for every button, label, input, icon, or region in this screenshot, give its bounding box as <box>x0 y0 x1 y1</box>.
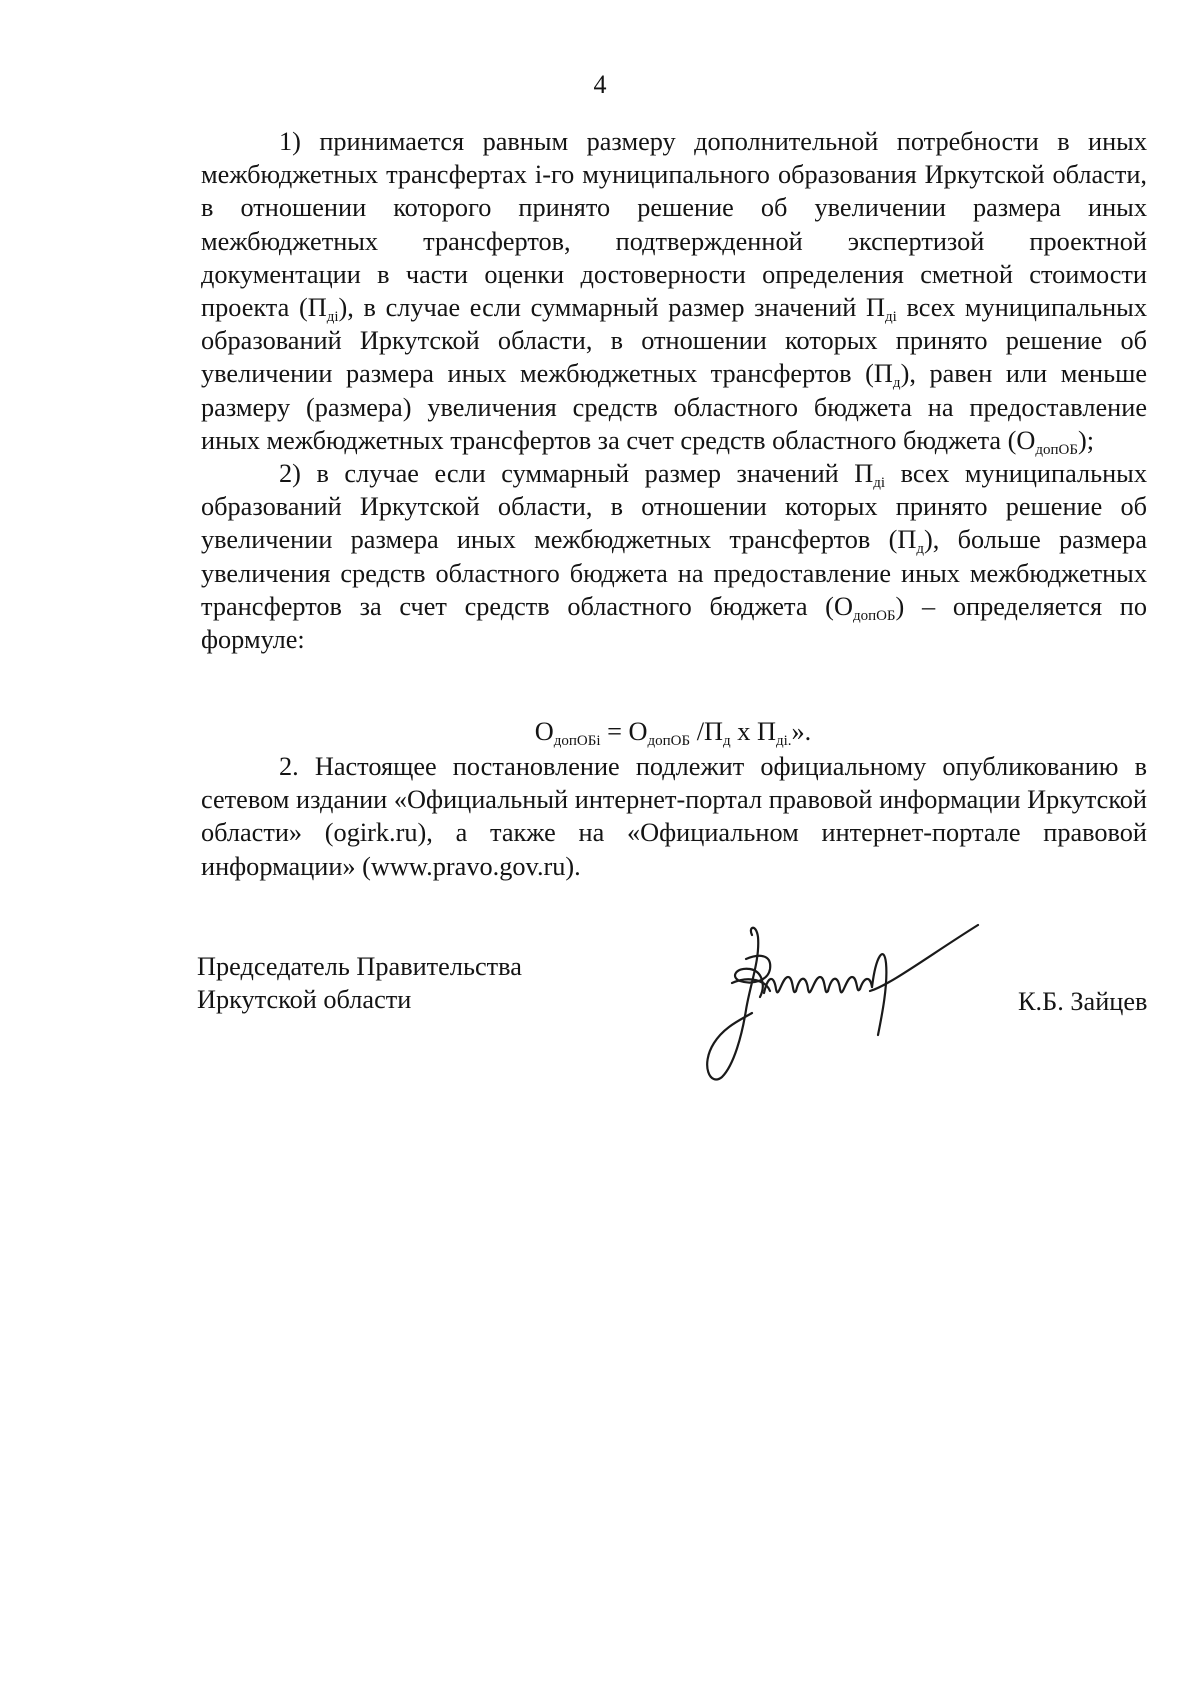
text-run: О <box>534 717 554 746</box>
text-run: всех муниципальных образований Иркутской области, в отношении которых принято решение об увеличении размера иных межбюджетных трансфертов (П <box>201 459 1147 555</box>
paragraph-publication: 2. Настоящее постановление подлежит официальному опубликованию в сетевом издании «Официальный интернет-портал правовой информации Иркутской области» (ogirk.ru), а также на «Официальном интернет-портале правовой информации» (www.pravo.gov.ru). <box>201 752 1147 881</box>
subscript: д <box>723 733 731 749</box>
subscript: дi <box>326 309 339 326</box>
text-run: 2) в случае если суммарный размер значений П <box>279 459 874 489</box>
page-number: 4 <box>593 70 607 99</box>
subscript: дi. <box>775 733 792 749</box>
document-body <box>201 125 1147 656</box>
handwritten-signature <box>700 915 1000 1090</box>
subscript: дi <box>885 309 897 326</box>
formula <box>0 715 1200 748</box>
paragraph-item-1 <box>201 125 1147 457</box>
text-run: = О <box>600 717 648 746</box>
subscript: дi <box>873 475 886 492</box>
subscript: д <box>916 541 924 558</box>
text-run: ) – определяется по формуле: <box>201 591 1147 655</box>
signer-name: К.Б. Зайцев <box>1018 987 1148 1016</box>
text-run: всех муниципальных образований Иркутской области, в отношении которых принято решение об увеличении размера иных межбюджетных трансфертов (П <box>201 293 1147 389</box>
text-run: ), в случае если суммарный размер значений П <box>338 293 886 323</box>
signatory-title-line-1: Председатель Правительства <box>197 952 522 981</box>
text-run: 1) принимается равным размеру дополнительной потребности в иных межбюджетных трансфертах i-го муниципального образования Иркутской области, в отношении которого принято решение об увеличении размера иных межбюджетных трансфертов, подтвержденной экспертизой проектной документации в части оценки достоверности определения сметной стоимости проекта (П <box>201 127 1147 323</box>
text-run: ), больше размера увеличения средств областного бюджета на предоставление иных межбюджетных трансфертов за счет средств областного бюджета (О <box>201 525 1148 621</box>
text-run: /П <box>690 717 723 746</box>
text-run: ». <box>791 717 812 746</box>
signatory-title <box>197 950 522 1016</box>
paragraph-item-2 <box>201 457 1147 656</box>
subscript: допОБ <box>647 733 691 749</box>
subscript: д <box>892 375 901 392</box>
text-run: ), равен или меньше размеру (размера) увеличения средств областного бюджета на предоставление иных межбюджетных трансфертов за счет средств областного бюджета (О <box>201 359 1147 455</box>
text-run: х П <box>730 717 776 746</box>
subscript: допОБi <box>553 733 601 749</box>
text-run: ); <box>1078 425 1095 455</box>
subscript: допОБ <box>1035 441 1078 458</box>
signatory-title-line-2: Иркутской области <box>197 985 412 1014</box>
subscript: допОБ <box>852 607 896 624</box>
